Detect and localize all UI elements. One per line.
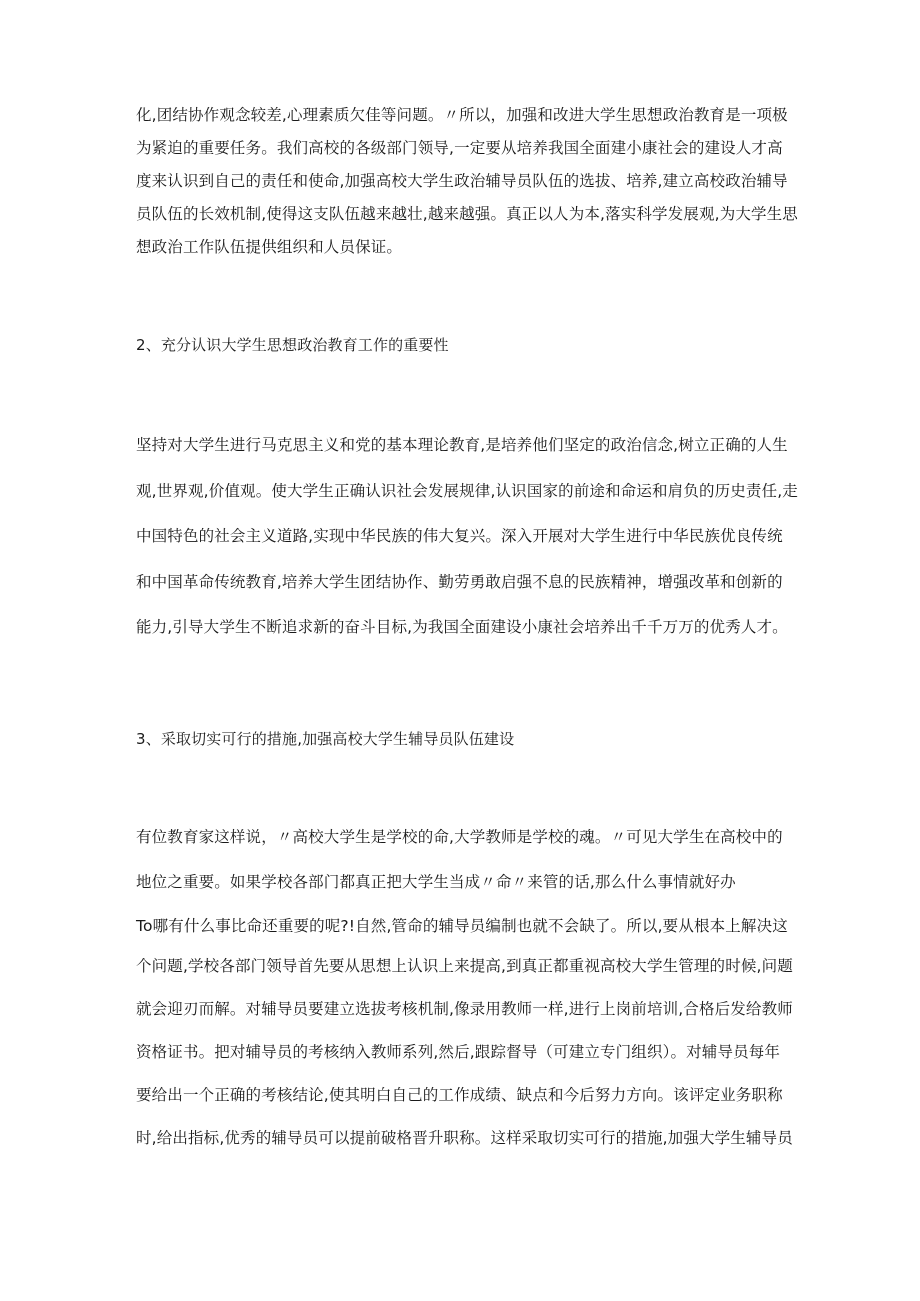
paragraph2-line: 观,世界观,价值观。使大学生正确认识社会发展规律,认识国家的前途和命运和肩负的历史责任,走	[136, 482, 798, 500]
paragraph2-line: 中国特色的社会主义道路,实现中华民族的伟大复兴。深入开展对大学生进行中华民族优良传统	[136, 527, 783, 545]
paragraph3-line: 时,给出指标,优秀的辅导员可以提前破格晋升职称。这样采取切实可行的措施,加强大学生辅导员	[136, 1129, 793, 1147]
paragraph1-line: 员队伍的长效机制,使得这支队伍越来越壮,越来越强。真正以人为本,落实科学发展观,为大学生思	[136, 205, 798, 223]
paragraph3-line: 就会迎刃而解。对辅导员要建立选拔考核机制,像录用教师一样,进行上岗前培训,合格后发给教师	[136, 1000, 793, 1018]
paragraph2-line: 坚持对大学生进行马克思主义和党的基本理论教育,是培养他们坚定的政治信念,树立正确的人生	[136, 436, 788, 454]
paragraph3-line: To哪有什么事比命还重要的呢?!自然,管命的辅导员编制也就不会缺了。所以,要从根本上解决这	[136, 917, 788, 935]
paragraph3-line: 个问题,学校各部门领导首先要从思想上认识上来提高,到真正都重视高校大学生管理的时候,问题	[136, 957, 793, 975]
paragraph1-line: 度来认识到自己的责任和使命,加强高校大学生政治辅导员队伍的选拔、培养,建立高校政治辅导	[136, 172, 788, 190]
section-heading-3: 3、采取切实可行的措施,加强高校大学生辅导员队伍建设	[136, 730, 515, 748]
paragraph1-line: 化,团结协作观念较差,心理素质欠佳等问题。〃所以，加强和改进大学生思想政治教育是一项极	[136, 106, 788, 124]
paragraph1-line: 想政治工作队伍提供组织和人员保证。	[136, 238, 403, 256]
section-heading-2: 2、充分认识大学生思想政治教育工作的重要性	[136, 336, 449, 354]
paragraph3-line: 地位之重要。如果学校各部门都真正把大学生当成〃命〃来管的话,那么什么事情就好办	[136, 873, 736, 891]
paragraph1-line: 为紧迫的重要任务。我们高校的各级部门领导,一定要从培养我国全面建小康社会的建设人才高	[136, 139, 783, 157]
paragraph3-line: 有位教育家这样说，〃高校大学生是学校的命,大学教师是学校的魂。〃可见大学生在高校中的	[136, 828, 783, 846]
paragraph3-line: 资格证书。把对辅导员的考核纳入教师系列,然后,跟踪督导（可建立专门组织）。对辅导员每年	[136, 1043, 781, 1061]
paragraph3-line: 要给出一个正确的考核结论,使其明白自己的工作成绩、缺点和今后努力方向。该评定业务职称	[136, 1086, 783, 1104]
paragraph2-line: 和中国革命传统教育,培养大学生团结协作、勤劳勇敢启强不息的民族精神，增强改革和创新的	[136, 573, 783, 591]
paragraph2-line: 能力,引导大学生不断追求新的奋斗目标,为我国全面建设小康社会培养出千千万万的优秀人才。	[136, 618, 788, 636]
